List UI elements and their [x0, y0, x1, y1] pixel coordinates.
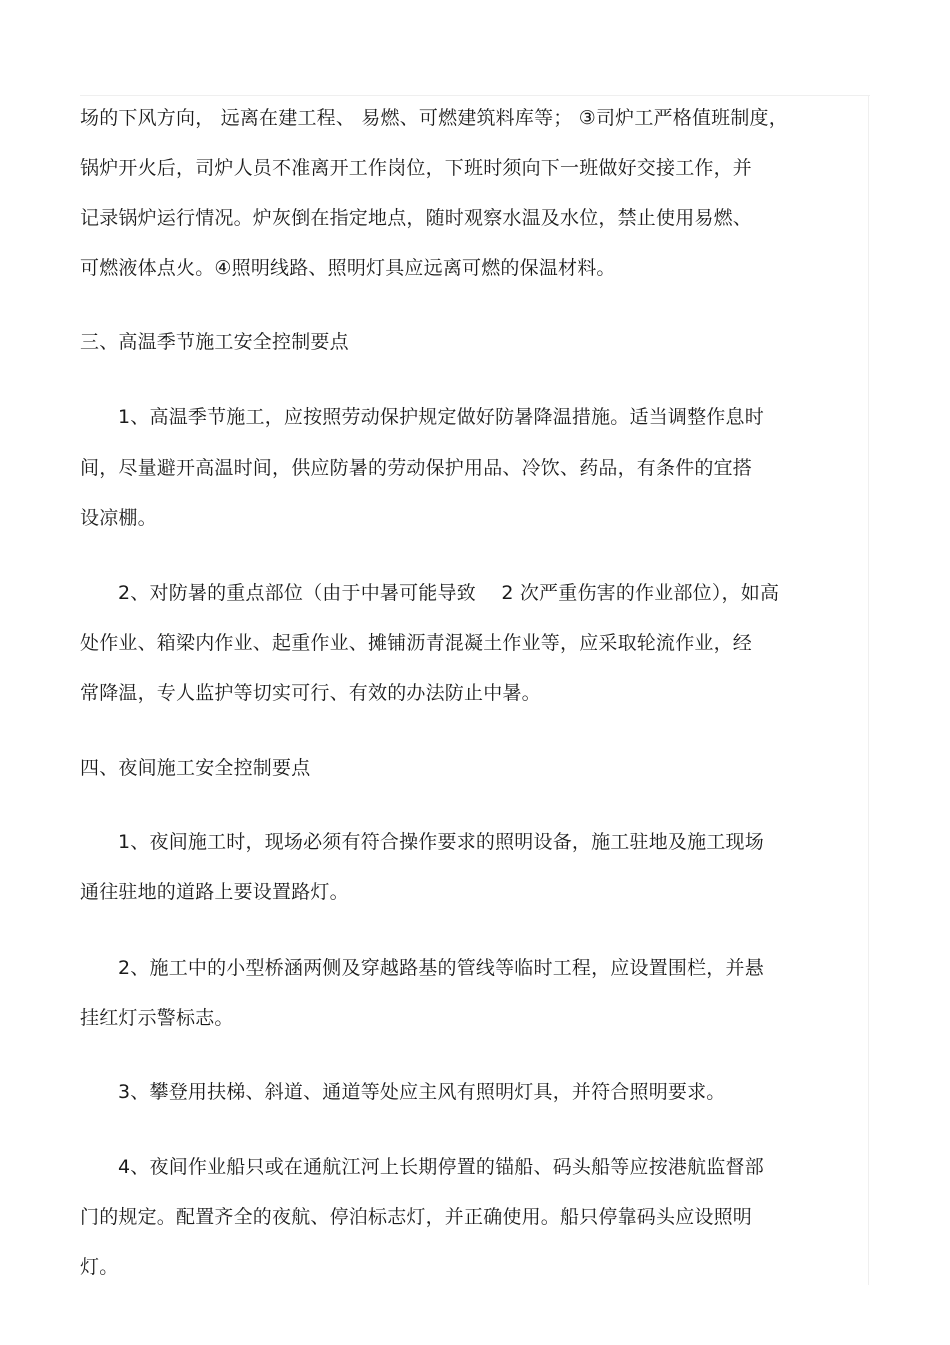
paragraph-line: 挂红灯示警标志。	[80, 1007, 234, 1029]
paragraph-line: 通往驻地的道路上要设置路灯。	[80, 881, 349, 903]
section-heading: 四、夜间施工安全控制要点	[80, 757, 311, 779]
paragraph-line: 门的规定。配置齐全的夜航、停泊标志灯，并正确使用。船只停靠码头应设照明	[80, 1206, 753, 1228]
paragraph-line: 1、夜间施工时，现场必须有符合操作要求的照明设备，施工驻地及施工现场	[118, 831, 764, 853]
paragraph-line: 4、夜间作业船只或在通航江河上长期停置的锚船、码头船等应按港航监督部	[118, 1156, 764, 1178]
paragraph-line: 处作业、箱梁内作业、起重作业、摊铺沥青混凝土作业等，应采取轮流作业，经	[80, 632, 753, 654]
section-heading: 三、高温季节施工安全控制要点	[80, 331, 349, 353]
paragraph-line: 2、对防暑的重点部位（由于中暑可能导致 2 次严重伤害的作业部位），如高	[118, 582, 780, 604]
paragraph-line: 3、攀登用扶梯、斜道、通道等处应主风有照明灯具，并符合照明要求。	[118, 1081, 726, 1103]
paragraph-line: 1、高温季节施工，应按照劳动保护规定做好防暑降温措施。适当调整作息时	[118, 406, 764, 428]
paragraph-line: 灯。	[80, 1256, 119, 1278]
page-edge-right	[868, 95, 869, 1285]
paragraph-line: 锅炉开火后，司炉人员不准离开工作岗位，下班时须向下一班做好交接工作，并	[80, 157, 753, 179]
document-body	[80, 0, 860, 1345]
paragraph-line: 场的下风方向， 远离在建工程、 易燃、可燃建筑料库等； ③司炉工严格值班制度，	[80, 107, 788, 129]
paragraph-line: 间，尽量避开高温时间，供应防暑的劳动保护用品、冷饮、药品，有条件的宜搭	[80, 457, 753, 479]
paragraph-line: 记录锅炉运行情况。炉灰倒在指定地点，随时观察水温及水位，禁止使用易燃、	[80, 207, 753, 229]
paragraph-line: 常降温，专人监护等切实可行、有效的办法防止中暑。	[80, 682, 541, 704]
paragraph-line: 可燃液体点火。④照明线路、照明灯具应远离可燃的保温材料。	[80, 257, 616, 279]
paragraph-line: 2、施工中的小型桥涵两侧及穿越路基的管线等临时工程，应设置围栏，并悬	[118, 957, 764, 979]
paragraph-line: 设凉棚。	[80, 507, 157, 529]
